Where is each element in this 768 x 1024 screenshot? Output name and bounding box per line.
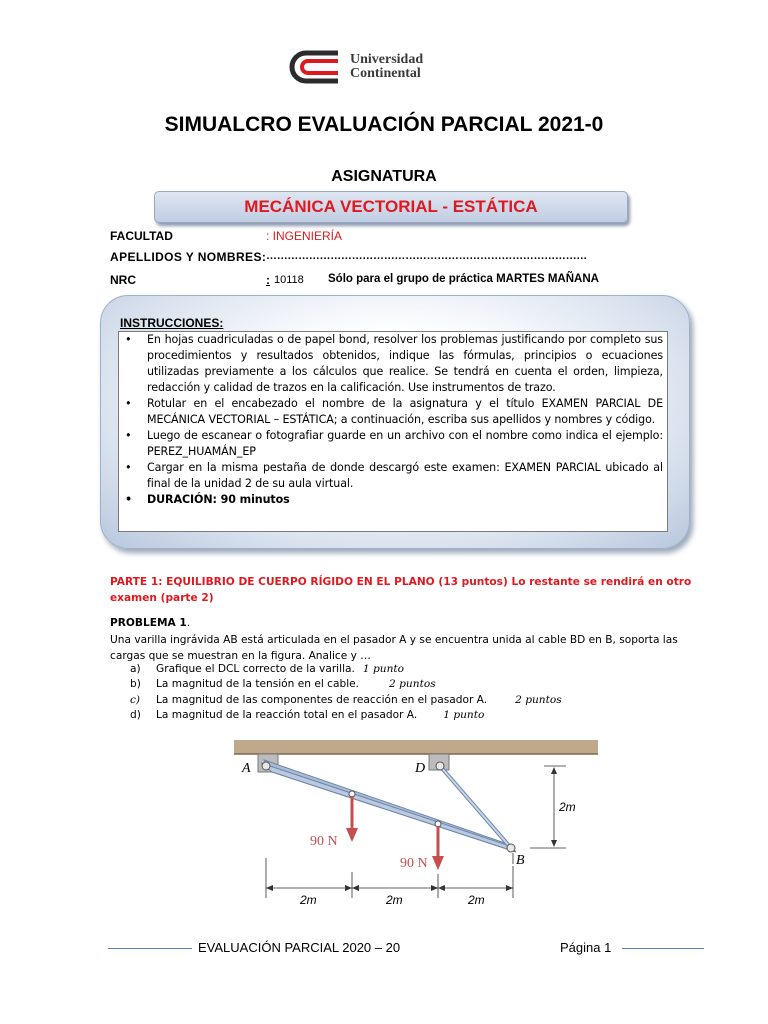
bullet-icon: •: [125, 461, 132, 474]
instructions-list: [118, 331, 668, 532]
nrc-colon: :: [266, 273, 270, 287]
question-letter: d): [130, 709, 141, 721]
question-text: La magnitud de las componentes de reacción en el pasador A.: [156, 694, 488, 706]
subject-label: ASIGNATURA: [331, 168, 437, 185]
question-c: [130, 694, 562, 706]
bullet-icon: •: [125, 333, 132, 346]
instructions-title: INSTRUCCIONES:: [120, 316, 224, 330]
ceiling: [234, 740, 598, 754]
nrc-value: 10118: [274, 274, 304, 286]
question-points: 1 punto: [443, 709, 485, 721]
name-value: ………………………………………………………………………………: [266, 250, 588, 262]
footer-text: EVALUACIÓN PARCIAL 2020 – 20: [198, 940, 401, 955]
bullet-icon: •: [125, 397, 132, 410]
problem-title-suffix: .: [186, 617, 191, 629]
question-d: [130, 709, 484, 721]
question-points: 1 punto: [362, 663, 405, 675]
load-label-2: 90 N: [400, 856, 428, 871]
question-letter: a): [130, 663, 141, 675]
question-points: 2 puntos: [389, 678, 436, 690]
pin-b-icon: [507, 844, 515, 852]
question-points: 2 puntos: [515, 694, 562, 706]
name-label: APELLIDOS Y NOMBRES:: [110, 250, 267, 264]
question-text: Grafique el DCL correcto de la varilla.: [156, 663, 355, 675]
instruction-text: DURACIÓN: 90 minutos: [147, 493, 290, 506]
logo-text: [350, 53, 423, 81]
instruction-text: Luego de escanear o fotografiar guarde en un archivo con el nombre como indica el ejemplo: PEREZ_HUAMÁN_EP: [147, 429, 663, 458]
faculty-label: FACULTAD: [110, 229, 173, 243]
list-item: [119, 460, 667, 492]
logo-line-2: Continental: [350, 66, 421, 81]
subject-banner: MECÁNICA VECTORIAL - ESTÁTICA: [154, 191, 628, 223]
pin-a-icon: [262, 762, 270, 770]
problem-title-text: PROBLEMA 1: [110, 617, 187, 629]
part-1-heading: PARTE 1: EQUILIBRIO DE CUERPO RÍGIDO EN EL PLANO (13 puntos) Lo restante se rendirá en otro examen (parte 2): [110, 576, 692, 604]
label-d: D: [415, 761, 426, 776]
nrc-label: NRC: [110, 273, 136, 287]
logo-line-1: Universidad: [350, 52, 424, 67]
dim-label-vertical: 2m: [559, 800, 576, 814]
label-b: B: [516, 853, 525, 868]
beam-figure: [230, 738, 600, 910]
list-item: [119, 332, 667, 396]
problem-title: [110, 617, 190, 629]
list-item: [119, 428, 667, 460]
list-item: [119, 492, 667, 508]
question-a: [130, 663, 404, 675]
bullet-icon: •: [125, 429, 132, 442]
load-label-1: 90 N: [310, 834, 338, 849]
instruction-text: En hojas cuadriculadas o de papel bond, resolver los problemas justificando por completo sus procedimientos y resultados obtenidos, indique las fórmulas, principios o ecuaciones utilizadas previamente a los cálculos que realice. Se tendrá en cuenta el orden, limpieza, redacción y calidad de trazos en la calificación. Use instrumentos de trazo.: [147, 333, 663, 394]
label-a: A: [242, 761, 251, 776]
nrc-note: Sólo para el grupo de práctica MARTES MAÑANA: [328, 273, 599, 285]
university-logo: [288, 48, 458, 86]
logo-mark-icon: [288, 49, 342, 85]
question-text: La magnitud de la reacción total en el pasador A.: [156, 709, 418, 721]
faculty-value: : INGENIERÍA: [266, 229, 343, 243]
list-item: [119, 396, 667, 428]
question-b: [130, 678, 436, 690]
dim-label-1: 2m: [300, 893, 317, 907]
footer-rule-left: [108, 948, 192, 949]
page-title: SIMUALCRO EVALUACIÓN PARCIAL 2021-0: [164, 113, 604, 136]
question-text: La magnitud de la tensión en el cable.: [156, 678, 360, 690]
question-letter: c): [130, 694, 141, 706]
instruction-text: Rotular en el encabezado el nombre de la asignatura y el título EXAMEN PARCIAL DE MECÁNICA VECTORIAL – ESTÁTICA; a continuación, escriba sus apellidos y nombres y código.: [147, 397, 663, 426]
dim-label-2: 2m: [386, 893, 403, 907]
bullet-icon: •: [125, 493, 132, 506]
instruction-text: Cargar en la misma pestaña de donde descargó este examen: EXAMEN PARCIAL ubicado al final de la unidad 2 de su aula virtual.: [147, 461, 663, 490]
question-letter: b): [130, 678, 141, 690]
dim-label-3: 2m: [468, 893, 485, 907]
footer-page-number: Página 1: [560, 940, 612, 955]
pin-d-icon: [436, 762, 444, 770]
footer-rule-right: [622, 948, 704, 949]
problem-statement: Una varilla ingrávida AB está articulada en el pasador A y se encuentra unida al cable BD en B, soporta las cargas que se muestran en la figura. Analice y …: [110, 634, 678, 662]
